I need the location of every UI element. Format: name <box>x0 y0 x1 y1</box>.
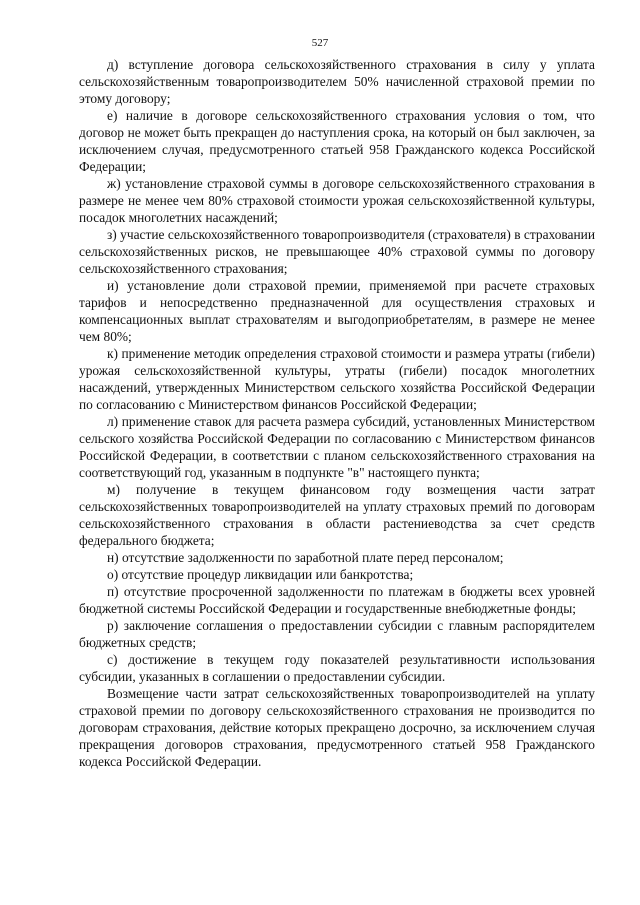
paragraph-s: с) достижение в текущем году показателей результативности использования субсидии, указанных в соглашении о предоставлении субсидии. <box>79 652 595 684</box>
paragraph-e: е) наличие в договоре сельскохозяйственного страхования условия о том, что договор не может быть прекращен до наступления срока, на который он был заключен, за исключением случая, предусмотренного статьей 958 Гражданского кодекса Российской Федерации; <box>79 108 595 174</box>
paragraph-k: к) применение методик определения страховой стоимости и размера утраты (гибели) урожая сельскохозяйственной культуры, утраты (гибели) посадок многолетних насаждений, утвержденных Министерством сельского хозяйства Российской Федерации по согласованию с Министерством финансов Российской Федерации; <box>79 346 595 412</box>
document-body <box>79 56 595 770</box>
paragraph-d: д) вступление договора сельскохозяйственного страхования в силу у уплата сельскохозяйственным товаропроизводителем 50% начисленной страховой премии по этому договору; <box>79 57 595 106</box>
paragraph-p: п) отсутствие просроченной задолженности по платежам в бюджеты всех уровней бюджетной системы Российской Федерации и государственные внебюджетные фонды; <box>79 584 595 616</box>
paragraph-zh: ж) установление страховой суммы в договоре сельскохозяйственного страхования в размере не менее чем 80% страховой стоимости урожая сельскохозяйственной культуры, посадок многолетних насаждений; <box>79 176 595 225</box>
paragraph-i: и) установление доли страховой премии, применяемой при расчете страховых тарифов и непосредственно предназначенной для осуществления страховых и компенсационных выплат страхователям и выгодоприобретателям, в размере не менее чем 80%; <box>79 278 595 344</box>
paragraph-m: м) получение в текущем финансовом году возмещения части затрат сельскохозяйственных товаропроизводителей на уплату страховых премий по договорам сельскохозяйственного страхования в области растениеводства за счет средств федерального бюджета; <box>79 482 595 548</box>
paragraph-z: з) участие сельскохозяйственного товаропроизводителя (страхователя) в страховании сельскохозяйственных рисков, не превышающее 40% страховой суммы по договору сельскохозяйственного страхования; <box>79 227 595 276</box>
page-number: 527 <box>311 37 329 49</box>
paragraph-l: л) применение ставок для расчета размера субсидий, установленных Министерством сельского хозяйства Российской Федерации по согласованию с Министерством финансов Российской Федерации, в соответствии с планом сельскохозяйственного страхования на соответствующий год, указанным в подпункте "в" настоящего пункта; <box>79 414 595 480</box>
paragraph-closing: Возмещение части затрат сельскохозяйственных товаропроизводителей на уплату страховой премии по договору сельскохозяйственного страхования не производится по договорам страхования, действие которых прекращено досрочно, за исключением случая прекращения договоров страхования, предусмотренного статьей 958 Гражданского кодекса Российской Федерации. <box>79 686 595 769</box>
paragraph-o: о) отсутствие процедур ликвидации или банкротства; <box>107 567 414 582</box>
paragraph-n: н) отсутствие задолженности по заработной плате перед персоналом; <box>107 550 504 565</box>
paragraph-r: р) заключение соглашения о предоставлении субсидии с главным распорядителем бюджетных средств; <box>79 618 595 650</box>
